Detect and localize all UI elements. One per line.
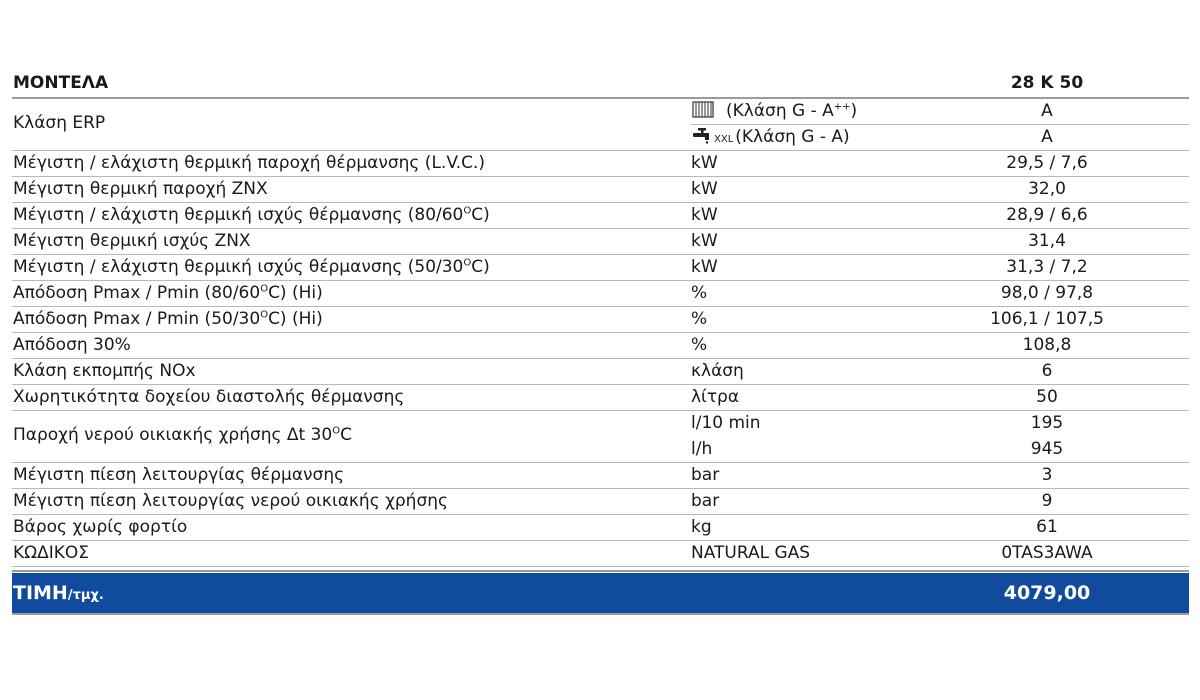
dhw-flow-a <box>691 411 1189 436</box>
divider <box>12 613 1189 615</box>
table-row <box>12 229 1189 255</box>
erp-row <box>12 99 1189 151</box>
models-label: ΜΟΝΤΕΛΑ <box>13 73 109 93</box>
row-label: Μέγιστη / ελάχιστη θερμική ισχύς θέρμανσης $(80/60^OC)$ <box>13 205 490 225</box>
dhw-flow-b <box>691 437 1189 462</box>
row-label: Απόδοση Pmax / Pmin $(50/30^OC)$ (Hi) <box>13 309 323 329</box>
row-unit: bar <box>691 465 720 485</box>
table-row <box>12 281 1189 307</box>
erp-label: Κλάση ERP <box>13 113 106 133</box>
row-label: Χωρητικότητα δοχείου διαστολής θέρμανσης <box>13 387 405 407</box>
row-unit: κλάση <box>691 361 744 381</box>
row-label: Μέγιστη θερμική παροχή ZNX <box>13 179 268 199</box>
row-unit: kW <box>691 231 718 251</box>
row-unit: kg <box>691 517 712 537</box>
spec-rows <box>12 151 1189 411</box>
row-value: 28,9 / 6,6 <box>1006 205 1088 225</box>
erp-heating-subrow: (Κλάση G - A++) A <box>691 99 1189 125</box>
row-label: Μέγιστη / ελάχιστη θερμική ισχύς θέρμανσης $(50/30^OC)$ <box>13 257 490 277</box>
dhw-flow-b-value: 945 <box>1030 439 1064 459</box>
row-label: Κλάση εκπομπής NOx <box>13 361 196 381</box>
table-row <box>12 333 1189 359</box>
table-header <box>12 71 1189 99</box>
price-value: 4079,00 <box>1003 582 1091 604</box>
spec-table <box>12 71 1189 567</box>
row-value: 32,0 <box>1028 179 1066 199</box>
row-value: 9 <box>1041 491 1053 511</box>
xxl-label: XXL <box>714 134 734 145</box>
model-name: 28 K 50 <box>1010 73 1084 93</box>
row-value: 61 <box>1036 517 1058 537</box>
erp-heating-value: A <box>1041 101 1053 121</box>
row-label: Απόδοση Pmax / Pmin $(80/60^OC)$ (Hi) <box>13 283 323 303</box>
table-row <box>12 385 1189 411</box>
row-unit: kW <box>691 179 718 199</box>
row-label: Μέγιστη / ελάχιστη θερμική παροχή θέρμανσης (L.V.C.) <box>13 153 486 173</box>
spec-rows-2 <box>12 463 1189 567</box>
tap-icon <box>692 127 714 144</box>
table-row <box>12 541 1189 567</box>
dhw-flow-a-unit: l/10 min <box>691 413 761 433</box>
table-row <box>12 515 1189 541</box>
dhw-flow-row <box>12 411 1189 463</box>
row-value: 31,3 / 7,2 <box>1006 257 1088 277</box>
table-row <box>12 151 1189 177</box>
dhw-flow-a-value: 195 <box>1030 413 1064 433</box>
row-unit: % <box>691 283 708 303</box>
row-label: Μέγιστη πίεση λειτουργίας θέρμανσης <box>13 465 345 485</box>
row-label: ΚΩΔΙΚΟΣ <box>13 543 90 563</box>
row-unit: % <box>691 335 708 355</box>
divider <box>12 570 1189 572</box>
row-unit: NATURAL GAS <box>691 543 811 563</box>
price-bar <box>12 573 1189 613</box>
table-row <box>12 255 1189 281</box>
row-unit: kW <box>691 153 718 173</box>
erp-dhw-class: (Κλάση G - A) <box>735 127 850 147</box>
row-value: 6 <box>1041 361 1053 381</box>
table-row <box>12 203 1189 229</box>
dhw-flow-label: Παροχή νερού οικιακής χρήσης Δt $30^OC$ <box>13 425 352 445</box>
price-label: ΤΙΜΗ/τμχ. <box>13 582 104 604</box>
table-row <box>12 463 1189 489</box>
row-unit: bar <box>691 491 720 511</box>
row-unit: kW <box>691 205 718 225</box>
radiator-icon <box>692 101 714 118</box>
row-value: 31,4 <box>1028 231 1066 251</box>
erp-heating-class: (Κλάση G - A <box>726 101 834 121</box>
table-row <box>12 489 1189 515</box>
table-row <box>12 307 1189 333</box>
row-value: 106,1 / 107,5 <box>990 309 1104 329</box>
row-label: Βάρος χωρίς φορτίο <box>13 517 188 537</box>
row-value: 0TAS3AWA <box>1001 543 1093 563</box>
row-label: Μέγιστη θερμική ισχύς ZNX <box>13 231 251 251</box>
table-row <box>12 177 1189 203</box>
table-row <box>12 359 1189 385</box>
row-label: Μέγιστη πίεση λειτουργίας νερού οικιακής χρήσης <box>13 491 448 511</box>
row-unit: % <box>691 309 708 329</box>
erp-dhw-value: A <box>1041 127 1053 147</box>
row-value: 29,5 / 7,6 <box>1006 153 1088 173</box>
row-unit: λίτρα <box>691 387 740 407</box>
row-unit: kW <box>691 257 718 277</box>
row-label: Απόδοση 30% <box>13 335 131 355</box>
erp-dhw-subrow <box>691 125 1189 150</box>
row-value: 108,8 <box>1022 335 1072 355</box>
row-value: 50 <box>1036 387 1058 407</box>
row-value: 98,0 / 97,8 <box>1000 283 1094 303</box>
row-value: 3 <box>1041 465 1053 485</box>
dhw-flow-b-unit: l/h <box>691 439 713 459</box>
